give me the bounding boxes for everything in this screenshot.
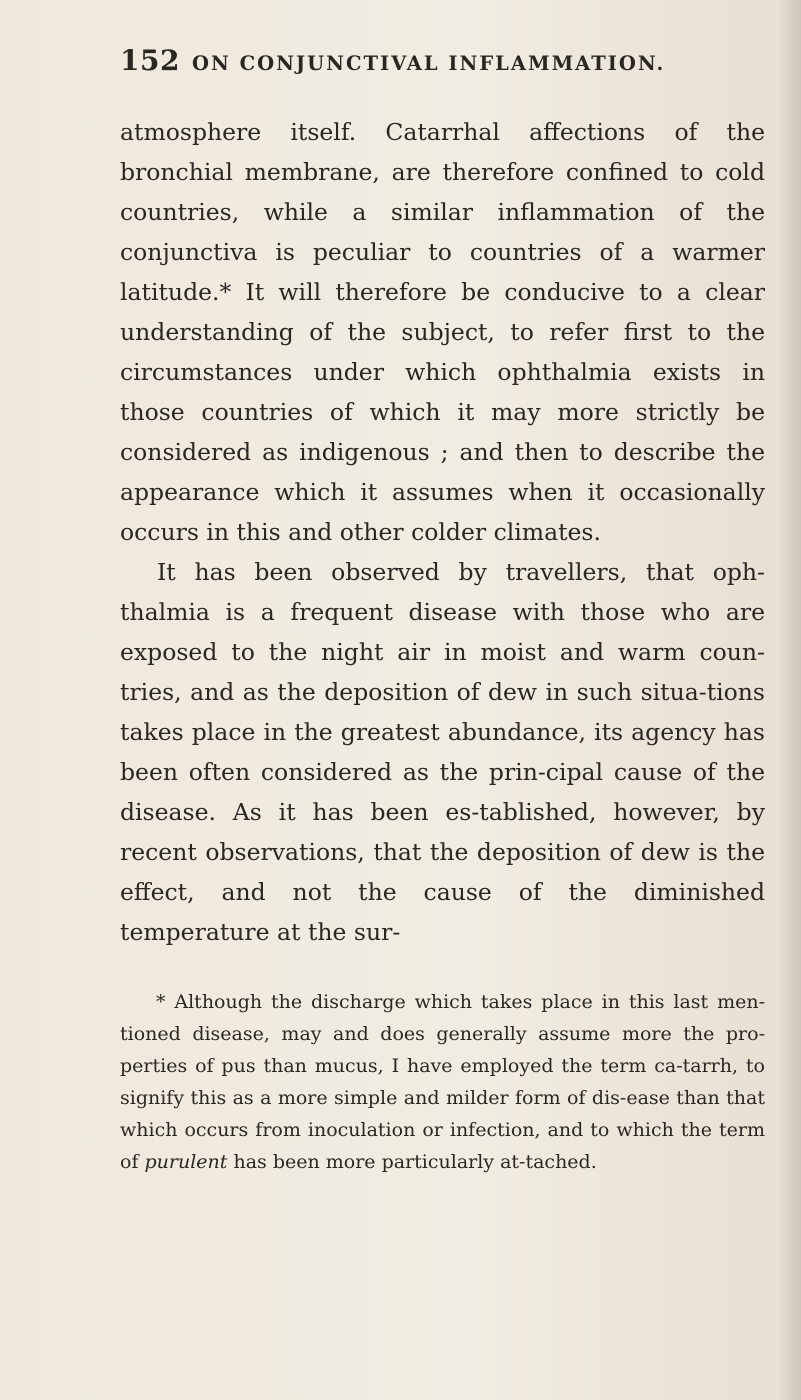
footnote-text-start: * Although the discharge which takes place in this last men-tioned disease, may and does generally assume more the pro-perties of pus than mucus, I have employed the term ca-tarrh, to signify this as a more simple and milder form of dis-ease than that which occurs from inoculation or infection, and to which the term of <box>120 991 765 1173</box>
running-title: ON CONJUNCTIVAL INFLAMMATION. <box>192 52 666 75</box>
body-paragraph-1: atmosphere itself. Catarrhal affections of the bronchial membrane, are therefore confined to cold countries, while a similar inflammation of the conjunctiva is peculiar to countries of a warmer latitude.* It will therefore be conducive to a clear understanding of the subject, to refer first to the circumstances under which ophthalmia exists in those countries of which it may more strictly be considered as indigenous ; and then to describe the appearance which it assumes when it occasionally occurs in this and other colder climates. <box>120 118 765 546</box>
footnote-italic-word: purulent <box>144 1151 228 1173</box>
running-head <box>120 44 765 84</box>
body-paragraph-2: It has been observed by travellers, that oph-thalmia is a frequent disease with those who are exposed to the night air in moist and warm coun-tries, and as the deposition of dew in such situa-tions takes place in the greatest abundance, its agency has been often considered as the prin-cipal cause of the disease. As it has been es-tablished, however, by recent observations, that the deposition of dew is the effect, and not the cause of the diminished temperature at the sur- <box>120 558 765 946</box>
page-edge-shadow <box>777 0 801 1400</box>
footnote-text-end: has been more particularly at-tached. <box>227 1151 597 1173</box>
page-number: 152 <box>120 44 180 77</box>
footnote <box>120 986 765 1178</box>
